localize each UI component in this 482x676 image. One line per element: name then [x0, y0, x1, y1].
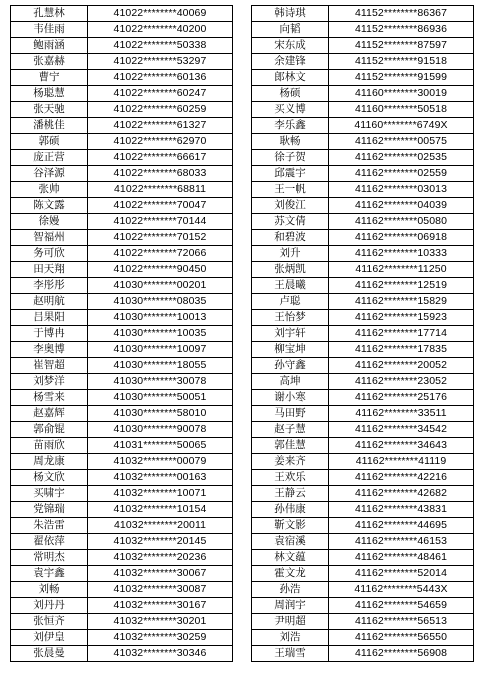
student-name: 李乐鑫 — [252, 118, 329, 134]
student-name: 刘伊皇 — [11, 630, 88, 646]
student-name: 李奥博 — [11, 342, 88, 358]
student-name: 和碧波 — [252, 230, 329, 246]
student-name: 张天驰 — [11, 102, 88, 118]
id-number: 41022********40069 — [88, 6, 233, 22]
id-number: 41022********72066 — [88, 246, 233, 262]
id-number: 41022********66617 — [88, 150, 233, 166]
id-number: 41030********58010 — [88, 406, 233, 422]
table-row — [252, 566, 474, 582]
id-number: 41160********50518 — [329, 102, 474, 118]
table-row — [252, 134, 474, 150]
table-row — [11, 470, 233, 486]
id-number: 41032********20011 — [88, 518, 233, 534]
student-name: 李彤彤 — [11, 278, 88, 294]
id-number: 41032********10071 — [88, 486, 233, 502]
id-number: 41030********10035 — [88, 326, 233, 342]
table-row — [252, 582, 474, 598]
table-row — [11, 102, 233, 118]
id-number: 41022********60259 — [88, 102, 233, 118]
id-number: 41022********68033 — [88, 166, 233, 182]
table-row — [11, 6, 233, 22]
id-number: 41162********23052 — [329, 374, 474, 390]
table-row — [11, 182, 233, 198]
student-name: 周润宇 — [252, 598, 329, 614]
id-number: 41022********53297 — [88, 54, 233, 70]
id-number: 41162********46153 — [329, 534, 474, 550]
id-number: 41162********15923 — [329, 310, 474, 326]
id-number: 41162********02535 — [329, 150, 474, 166]
table-row — [252, 518, 474, 534]
student-name: 刘升 — [252, 246, 329, 262]
table-row — [11, 646, 233, 662]
table-row — [11, 422, 233, 438]
student-name: 谢小寒 — [252, 390, 329, 406]
id-number: 41162********12519 — [329, 278, 474, 294]
student-name: 孙守鑫 — [252, 358, 329, 374]
table-row — [11, 454, 233, 470]
right-roster-table — [251, 5, 474, 662]
id-number: 41162********56908 — [329, 646, 474, 662]
table-row — [252, 422, 474, 438]
table-row — [252, 470, 474, 486]
id-number: 41160********6749X — [329, 118, 474, 134]
table-row — [252, 486, 474, 502]
student-name: 张恒齐 — [11, 614, 88, 630]
student-name: 买义博 — [252, 102, 329, 118]
table-row — [252, 534, 474, 550]
student-name: 杨文欣 — [11, 470, 88, 486]
student-name: 朱浩雷 — [11, 518, 88, 534]
table-row — [11, 486, 233, 502]
id-number: 41160********30019 — [329, 86, 474, 102]
id-number: 41022********60136 — [88, 70, 233, 86]
id-number: 41030********18055 — [88, 358, 233, 374]
table-row — [11, 150, 233, 166]
student-name: 耿畅 — [252, 134, 329, 150]
id-number: 41030********30078 — [88, 374, 233, 390]
id-number: 41162********41119 — [329, 454, 474, 470]
student-name: 苏文倩 — [252, 214, 329, 230]
table-row — [252, 454, 474, 470]
table-row — [252, 182, 474, 198]
id-number: 41162********20052 — [329, 358, 474, 374]
id-number: 41032********10154 — [88, 502, 233, 518]
table-row — [11, 390, 233, 406]
student-name: 张嘉赫 — [11, 54, 88, 70]
id-number: 41032********00163 — [88, 470, 233, 486]
id-number: 41022********90450 — [88, 262, 233, 278]
table-row — [11, 294, 233, 310]
student-name: 袁宿溪 — [252, 534, 329, 550]
table-row — [11, 22, 233, 38]
student-name: 吕果阳 — [11, 310, 88, 326]
table-row — [11, 70, 233, 86]
student-name: 潘桃佳 — [11, 118, 88, 134]
student-name: 韩诗琪 — [252, 6, 329, 22]
table-row — [11, 550, 233, 566]
student-name: 智福州 — [11, 230, 88, 246]
table-row — [252, 550, 474, 566]
student-name: 刘丹丹 — [11, 598, 88, 614]
id-number: 41162********03013 — [329, 182, 474, 198]
id-number: 41162********5443X — [329, 582, 474, 598]
student-name: 向韬 — [252, 22, 329, 38]
id-number: 41022********70047 — [88, 198, 233, 214]
table-row — [252, 294, 474, 310]
student-name: 孙浩 — [252, 582, 329, 598]
table-row — [11, 374, 233, 390]
id-number: 41162********25176 — [329, 390, 474, 406]
table-row — [11, 582, 233, 598]
table-row — [11, 534, 233, 550]
id-number: 41162********33511 — [329, 406, 474, 422]
id-number: 41022********68811 — [88, 182, 233, 198]
table-row — [11, 310, 233, 326]
table-row — [252, 278, 474, 294]
table-row — [252, 70, 474, 86]
id-number: 41162********10333 — [329, 246, 474, 262]
student-name: 党锦瑞 — [11, 502, 88, 518]
student-name: 王瑞雪 — [252, 646, 329, 662]
id-number: 41162********56513 — [329, 614, 474, 630]
id-number: 41162********06918 — [329, 230, 474, 246]
table-row — [252, 102, 474, 118]
table-row — [252, 342, 474, 358]
student-name: 孔慧林 — [11, 6, 88, 22]
student-name: 袁宇鑫 — [11, 566, 88, 582]
table-row — [11, 38, 233, 54]
table-row — [11, 406, 233, 422]
student-name: 杨聪慧 — [11, 86, 88, 102]
table-row — [11, 566, 233, 582]
table-row — [11, 326, 233, 342]
id-number: 41030********10013 — [88, 310, 233, 326]
student-name: 田天翔 — [11, 262, 88, 278]
student-name: 务可欣 — [11, 246, 88, 262]
student-name: 赵明航 — [11, 294, 88, 310]
table-row — [252, 646, 474, 662]
student-name: 林文蕴 — [252, 550, 329, 566]
table-row — [11, 214, 233, 230]
id-number: 41030********00201 — [88, 278, 233, 294]
table-row — [11, 262, 233, 278]
id-number: 41032********30259 — [88, 630, 233, 646]
table-row — [11, 438, 233, 454]
table-row — [11, 134, 233, 150]
table-row — [11, 342, 233, 358]
student-name: 靳文影 — [252, 518, 329, 534]
table-row — [11, 518, 233, 534]
table-row — [252, 406, 474, 422]
student-name: 鲍雨涵 — [11, 38, 88, 54]
id-number: 41032********30087 — [88, 582, 233, 598]
id-number: 41162********44695 — [329, 518, 474, 534]
student-name: 苗雨欣 — [11, 438, 88, 454]
table-row — [252, 6, 474, 22]
student-name: 周龙康 — [11, 454, 88, 470]
student-name: 霍文龙 — [252, 566, 329, 582]
student-name: 翟依萍 — [11, 534, 88, 550]
student-name: 卢聪 — [252, 294, 329, 310]
student-name: 张晨曼 — [11, 646, 88, 662]
id-number: 41162********54659 — [329, 598, 474, 614]
table-row — [11, 54, 233, 70]
table-row — [252, 598, 474, 614]
id-number: 41162********34542 — [329, 422, 474, 438]
table-row — [11, 358, 233, 374]
student-name: 刘梦洋 — [11, 374, 88, 390]
id-number: 41030********10097 — [88, 342, 233, 358]
table-row — [252, 38, 474, 54]
student-name: 高坤 — [252, 374, 329, 390]
id-number: 41162********43831 — [329, 502, 474, 518]
table-row — [252, 118, 474, 134]
id-number: 41152********87597 — [329, 38, 474, 54]
student-name: 庞正营 — [11, 150, 88, 166]
student-name: 王欢乐 — [252, 470, 329, 486]
id-number: 41152********91599 — [329, 70, 474, 86]
left-roster-table — [10, 5, 233, 662]
id-number: 41032********00079 — [88, 454, 233, 470]
id-number: 41162********52014 — [329, 566, 474, 582]
student-name: 宋东成 — [252, 38, 329, 54]
id-number: 41162********02559 — [329, 166, 474, 182]
id-number: 41030********90078 — [88, 422, 233, 438]
roster-sheet — [10, 5, 474, 662]
table-row — [252, 262, 474, 278]
id-number: 41162********17714 — [329, 326, 474, 342]
student-name: 刘俊江 — [252, 198, 329, 214]
student-name: 刘畅 — [11, 582, 88, 598]
id-number: 41032********30067 — [88, 566, 233, 582]
student-name: 张炳凯 — [252, 262, 329, 278]
student-name: 常明杰 — [11, 550, 88, 566]
table-row — [11, 198, 233, 214]
student-name: 赵嘉辉 — [11, 406, 88, 422]
table-row — [252, 166, 474, 182]
student-name: 马田野 — [252, 406, 329, 422]
student-name: 曹宁 — [11, 70, 88, 86]
table-row — [11, 630, 233, 646]
table-row — [11, 598, 233, 614]
id-number: 41032********20236 — [88, 550, 233, 566]
student-name: 买啸宇 — [11, 486, 88, 502]
id-number: 41030********08035 — [88, 294, 233, 310]
student-name: 王一帆 — [252, 182, 329, 198]
student-name: 崔智超 — [11, 358, 88, 374]
table-row — [252, 630, 474, 646]
id-number: 41162********56550 — [329, 630, 474, 646]
student-name: 刘宇轩 — [252, 326, 329, 342]
table-row — [252, 150, 474, 166]
student-name: 尹明超 — [252, 614, 329, 630]
table-row — [11, 230, 233, 246]
table-row — [252, 358, 474, 374]
id-number: 41152********86936 — [329, 22, 474, 38]
table-row — [11, 614, 233, 630]
id-number: 41152********86367 — [329, 6, 474, 22]
id-number: 41032********30346 — [88, 646, 233, 662]
student-name: 徐嫚 — [11, 214, 88, 230]
student-name: 柳宝坤 — [252, 342, 329, 358]
left-roster-body — [11, 6, 233, 662]
student-name: 郭佳慧 — [252, 438, 329, 454]
id-number: 41022********40200 — [88, 22, 233, 38]
id-number: 41162********42216 — [329, 470, 474, 486]
student-name: 于博冉 — [11, 326, 88, 342]
student-name: 陈文露 — [11, 198, 88, 214]
id-number: 41030********50051 — [88, 390, 233, 406]
table-row — [11, 246, 233, 262]
student-name: 郎林文 — [252, 70, 329, 86]
id-number: 41032********20145 — [88, 534, 233, 550]
id-number: 41022********62970 — [88, 134, 233, 150]
id-number: 41162********17835 — [329, 342, 474, 358]
student-name: 杨硕 — [252, 86, 329, 102]
student-name: 谷泽源 — [11, 166, 88, 182]
right-roster-body — [252, 6, 474, 662]
student-name: 张帅 — [11, 182, 88, 198]
id-number: 41162********00575 — [329, 134, 474, 150]
id-number: 41022********70144 — [88, 214, 233, 230]
student-name: 邱震宇 — [252, 166, 329, 182]
student-name: 余建锋 — [252, 54, 329, 70]
table-row — [252, 198, 474, 214]
id-number: 41032********30201 — [88, 614, 233, 630]
table-row — [252, 230, 474, 246]
id-number: 41162********15829 — [329, 294, 474, 310]
table-row — [252, 214, 474, 230]
id-number: 41022********70152 — [88, 230, 233, 246]
table-row — [252, 374, 474, 390]
id-number: 41162********05080 — [329, 214, 474, 230]
id-number: 41162********34643 — [329, 438, 474, 454]
student-name: 姜来齐 — [252, 454, 329, 470]
id-number: 41152********91518 — [329, 54, 474, 70]
table-row — [11, 118, 233, 134]
table-row — [11, 166, 233, 182]
id-number: 41162********42682 — [329, 486, 474, 502]
student-name: 王静云 — [252, 486, 329, 502]
table-row — [252, 614, 474, 630]
table-row — [252, 86, 474, 102]
student-name: 赵子慧 — [252, 422, 329, 438]
student-name: 韦佳雨 — [11, 22, 88, 38]
table-row — [252, 502, 474, 518]
student-name: 郭俞锟 — [11, 422, 88, 438]
table-row — [11, 502, 233, 518]
table-row — [252, 438, 474, 454]
id-number: 41022********61327 — [88, 118, 233, 134]
table-row — [11, 278, 233, 294]
id-number: 41162********11250 — [329, 262, 474, 278]
id-number: 41162********48461 — [329, 550, 474, 566]
table-row — [252, 54, 474, 70]
student-name: 杨雪来 — [11, 390, 88, 406]
student-name: 郭硕 — [11, 134, 88, 150]
student-name: 刘浩 — [252, 630, 329, 646]
id-number: 41031********50065 — [88, 438, 233, 454]
id-number: 41162********04039 — [329, 198, 474, 214]
student-name: 王晨曦 — [252, 278, 329, 294]
student-name: 王怡梦 — [252, 310, 329, 326]
student-name: 孙伟康 — [252, 502, 329, 518]
table-row — [252, 326, 474, 342]
table-row — [252, 246, 474, 262]
id-number: 41022********50338 — [88, 38, 233, 54]
table-row — [11, 86, 233, 102]
table-row — [252, 22, 474, 38]
student-name: 徐子贺 — [252, 150, 329, 166]
table-row — [252, 310, 474, 326]
id-number: 41022********60247 — [88, 86, 233, 102]
id-number: 41032********30167 — [88, 598, 233, 614]
table-row — [252, 390, 474, 406]
